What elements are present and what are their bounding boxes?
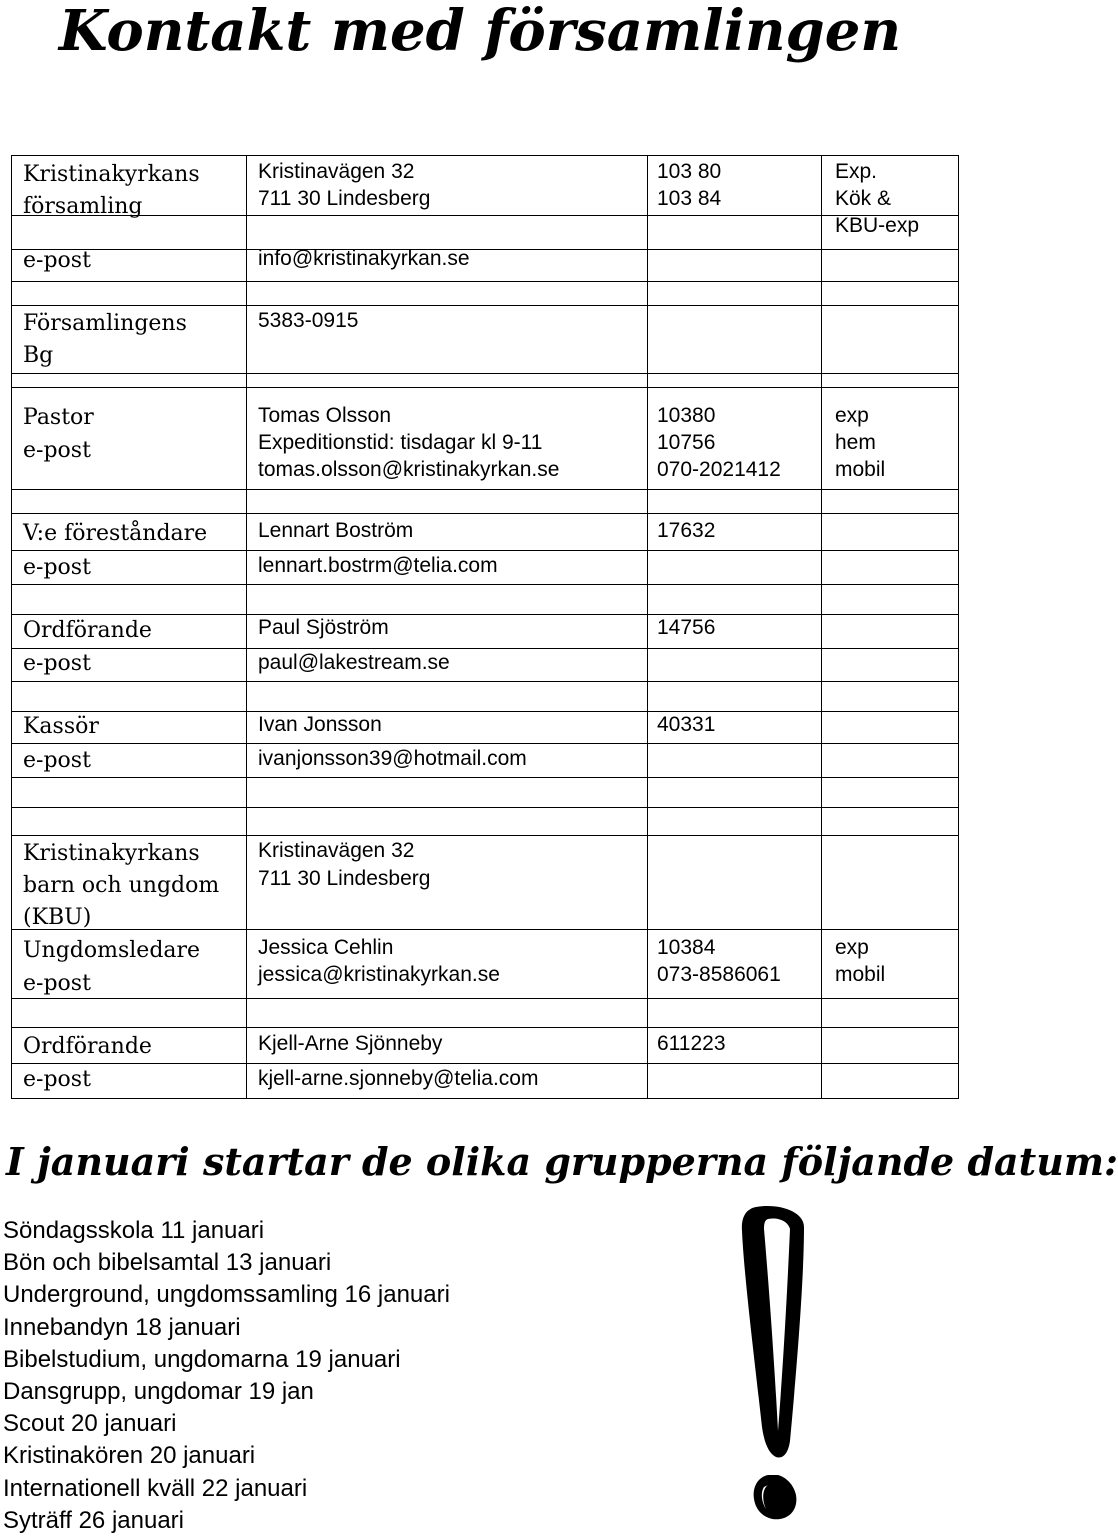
pastor-email-label: e-post bbox=[23, 438, 91, 463]
pastor-role: Pastor bbox=[23, 405, 94, 430]
parish-name-line2: församling bbox=[23, 194, 143, 219]
parish-street: Kristinavägen 32 bbox=[258, 160, 415, 183]
chair-email[interactable]: paul@lakestream.se bbox=[258, 651, 450, 674]
kbu-name-line3: (KBU) bbox=[23, 905, 92, 930]
pastor-type3: mobil bbox=[835, 458, 886, 481]
kbu-chair-email-label: e-post bbox=[23, 1067, 91, 1092]
kbu-chair-role: Ordförande bbox=[23, 1034, 152, 1059]
kbu-type2: mobil bbox=[835, 963, 886, 986]
treasurer-name: Ivan Jonsson bbox=[258, 713, 382, 736]
grid-line bbox=[11, 835, 959, 836]
grid-line bbox=[11, 777, 959, 778]
parish-phone1: 103 80 bbox=[657, 160, 722, 183]
treasurer-role: Kassör bbox=[23, 714, 99, 739]
chair-phone: 14756 bbox=[657, 616, 716, 639]
parish-note1: Exp. bbox=[835, 160, 878, 183]
parish-email-label: e-post bbox=[23, 248, 91, 273]
vice-name: Lennart Boström bbox=[258, 519, 414, 542]
contact-table bbox=[11, 155, 959, 1099]
vice-phone: 17632 bbox=[657, 519, 716, 542]
parish-email[interactable]: info@kristinakyrkan.se bbox=[258, 247, 470, 270]
grid-line bbox=[11, 1027, 959, 1028]
kbu-chair-email[interactable]: kjell-arne.sjonneby@telia.com bbox=[258, 1067, 539, 1090]
chair-role: Ordförande bbox=[23, 618, 152, 643]
vice-role: V:e föreståndare bbox=[23, 521, 208, 546]
kbu-leader-role: Ungdomsledare bbox=[23, 938, 201, 963]
schedule-heading: I januari startar de olika grupperna följande datum: bbox=[6, 1139, 1118, 1184]
list-item: Scout 20 januari bbox=[3, 1410, 177, 1438]
pastor-type2: hem bbox=[835, 431, 876, 454]
list-item: Innebandyn 18 januari bbox=[3, 1313, 241, 1341]
parish-note3: KBU-exp bbox=[835, 214, 920, 237]
list-item: Söndagsskola 11 januari bbox=[3, 1217, 265, 1244]
list-item: Internationell kväll 22 januari bbox=[3, 1474, 308, 1502]
parish-phone2: 103 84 bbox=[657, 187, 722, 210]
pastor-hours: Expeditionstid: tisdagar kl 9-11 bbox=[258, 431, 543, 454]
kbu-name-line2: barn och ungdom bbox=[23, 873, 220, 898]
treasurer-email[interactable]: ivanjonsson39@hotmail.com bbox=[258, 747, 527, 770]
list-item: Kristinakören 20 januari bbox=[3, 1442, 256, 1470]
schedule-list bbox=[3, 1215, 450, 1537]
grid-line bbox=[11, 584, 959, 585]
pastor-phone2: 10756 bbox=[657, 431, 716, 454]
grid-line bbox=[11, 648, 959, 649]
grid-line bbox=[11, 614, 959, 615]
grid-line bbox=[11, 489, 959, 490]
kbu-street: Kristinavägen 32 bbox=[258, 839, 415, 862]
pastor-phone1: 10380 bbox=[657, 404, 716, 427]
pastor-phone3: 070-2021412 bbox=[657, 458, 781, 481]
kbu-phone1: 10384 bbox=[657, 936, 716, 959]
grid-line bbox=[11, 743, 959, 744]
exclamation-mark-icon bbox=[738, 1205, 806, 1523]
kbu-name-line1: Kristinakyrkans bbox=[23, 841, 200, 866]
list-item: Dansgrupp, ungdomar 19 jan bbox=[3, 1378, 314, 1406]
bankgiro-label-line2: Bg bbox=[23, 343, 54, 368]
grid-line bbox=[11, 998, 959, 999]
grid-line bbox=[11, 929, 959, 930]
grid-line bbox=[11, 387, 959, 388]
grid-line bbox=[11, 681, 959, 682]
grid-line bbox=[11, 155, 12, 1099]
grid-line bbox=[958, 155, 959, 1099]
bankgiro-number: 5383-0915 bbox=[258, 309, 359, 332]
list-item: Underground, ungdomssamling 16 januari bbox=[3, 1281, 450, 1309]
kbu-leader-email[interactable]: jessica@kristinakyrkan.se bbox=[258, 963, 500, 986]
vice-email-label: e-post bbox=[23, 555, 91, 580]
kbu-type1: exp bbox=[835, 936, 869, 959]
grid-line bbox=[11, 281, 959, 282]
kbu-chair-name: Kjell-Arne Sjönneby bbox=[258, 1032, 443, 1055]
grid-line bbox=[11, 1063, 959, 1064]
kbu-chair-phone: 611223 bbox=[657, 1032, 726, 1055]
grid-line bbox=[11, 513, 959, 514]
grid-line bbox=[11, 155, 959, 156]
grid-line bbox=[11, 249, 959, 250]
pastor-email[interactable]: tomas.olsson@kristinakyrkan.se bbox=[258, 458, 560, 481]
grid-line bbox=[11, 1098, 959, 1099]
grid-line bbox=[11, 305, 959, 306]
parish-postal: 711 30 Lindesberg bbox=[258, 187, 431, 210]
page-title: Kontakt med församlingen bbox=[58, 0, 902, 64]
pastor-name: Tomas Olsson bbox=[258, 404, 392, 427]
grid-line bbox=[11, 711, 959, 712]
chair-name: Paul Sjöström bbox=[258, 616, 389, 639]
grid-line bbox=[821, 155, 822, 1099]
grid-line bbox=[11, 807, 959, 808]
vice-email[interactable]: lennart.bostrm@telia.com bbox=[258, 554, 498, 577]
grid-line bbox=[647, 155, 648, 1099]
kbu-phone2: 073-8586061 bbox=[657, 963, 781, 986]
list-item: Bibelstudium, ungdomarna 19 januari bbox=[3, 1345, 401, 1373]
treasurer-phone: 40331 bbox=[657, 713, 716, 736]
grid-line bbox=[246, 155, 247, 1099]
parish-note2: Kök & bbox=[835, 187, 892, 210]
pastor-type1: exp bbox=[835, 404, 869, 427]
bankgiro-label-line1: Församlingens bbox=[23, 311, 187, 336]
treasurer-email-label: e-post bbox=[23, 748, 91, 773]
grid-line bbox=[11, 550, 959, 551]
kbu-leader-name: Jessica Cehlin bbox=[258, 936, 394, 959]
chair-email-label: e-post bbox=[23, 651, 91, 676]
parish-name-line1: Kristinakyrkans bbox=[23, 162, 200, 187]
list-item: Bön och bibelsamtal 13 januari bbox=[3, 1249, 332, 1277]
grid-line bbox=[11, 373, 959, 374]
list-item: Syträff 26 januari bbox=[3, 1506, 184, 1534]
kbu-postal: 711 30 Lindesberg bbox=[258, 867, 431, 890]
kbu-email-label: e-post bbox=[23, 971, 91, 996]
